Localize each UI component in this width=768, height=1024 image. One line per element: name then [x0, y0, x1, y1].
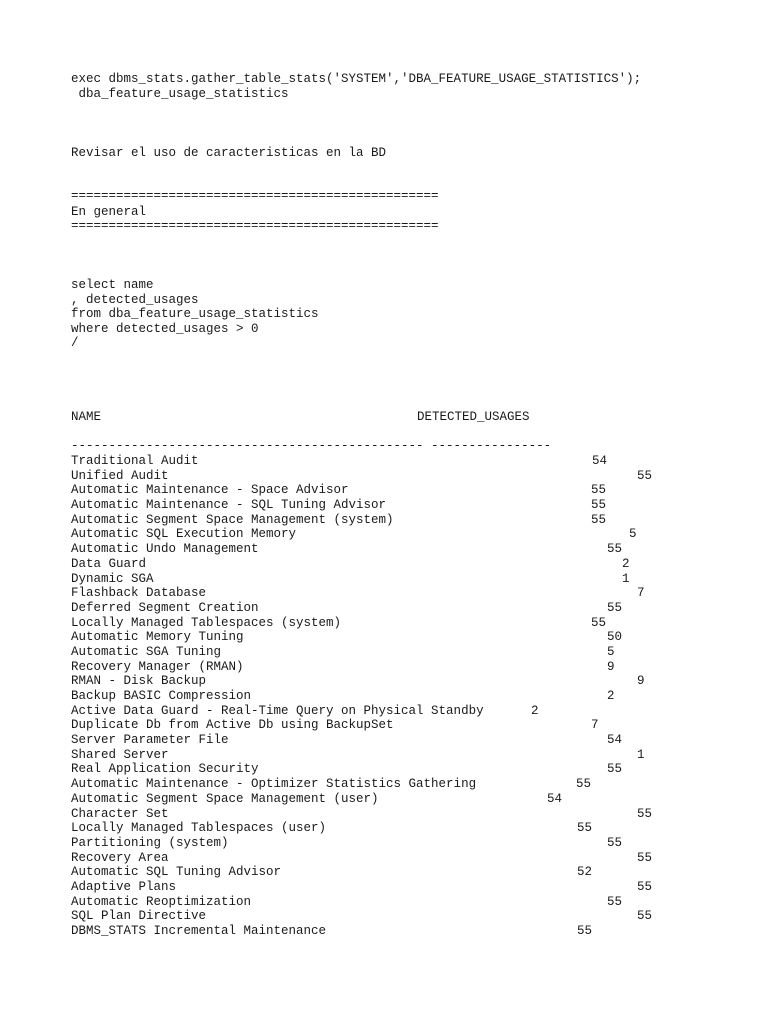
query-line-from: from dba_feature_usage_statistics: [71, 307, 319, 321]
result-rows: [71, 454, 691, 939]
feature-name: Automatic Segment Space Management (system): [71, 512, 394, 527]
table-row: [71, 762, 691, 777]
query-line-columns: , detected_usages: [71, 293, 199, 307]
detected-usages-value: 55: [607, 894, 623, 909]
detected-usages-value: 9: [607, 659, 615, 674]
feature-name: Dynamic SGA: [71, 571, 154, 586]
feature-name: Partitioning (system): [71, 835, 229, 850]
detected-usages-value: 2: [531, 703, 539, 718]
table-row: [71, 513, 691, 528]
table-row: [71, 469, 691, 484]
feature-name: SQL Plan Directive: [71, 909, 207, 924]
query-line-terminator: /: [71, 336, 79, 350]
table-row: [71, 542, 691, 557]
detected-usages-value: 55: [591, 615, 607, 630]
detected-usages-value: 55: [577, 924, 593, 938]
feature-name: Automatic Maintenance - SQL Tuning Advisor: [71, 498, 387, 513]
table-row: [71, 586, 691, 601]
feature-name: Real Application Security: [71, 762, 259, 777]
feature-name: Automatic SQL Execution Memory: [71, 527, 297, 542]
feature-name: Unified Audit: [71, 468, 169, 483]
detected-usages-value: 5: [607, 644, 615, 659]
table-row: [71, 851, 691, 866]
detected-usages-value: 55: [637, 850, 653, 865]
query-line-select: select name: [71, 278, 154, 292]
table-row: [71, 557, 691, 572]
detected-usages-value: 50: [607, 630, 623, 645]
query-line-where: where detected_usages > 0: [71, 322, 259, 336]
feature-name: Locally Managed Tablespaces (user): [71, 821, 327, 836]
feature-name: Automatic SGA Tuning: [71, 644, 222, 659]
table-row: [71, 630, 691, 645]
table-row: [71, 865, 691, 880]
detected-usages-value: 55: [576, 777, 592, 792]
detected-usages-value: 55: [577, 821, 593, 836]
section-rule-top: =================================================: [71, 189, 439, 203]
table-row: [71, 645, 691, 660]
table-row: [71, 821, 691, 836]
table-row: [71, 689, 691, 704]
feature-name: Active Data Guard - Real-Time Query on Physical Standby: [71, 703, 484, 718]
feature-name: Automatic SQL Tuning Advisor: [71, 865, 282, 880]
feature-name: Automatic Segment Space Management (user): [71, 791, 379, 806]
gather-stats-command: exec dbms_stats.gather_table_stats('SYSTEM','DBA_FEATURE_USAGE_STATISTICS');: [71, 72, 642, 86]
detected-usages-value: 7: [637, 586, 645, 601]
result-separator: ----------------------------------------------- ----------------: [71, 439, 552, 453]
feature-name: Backup BASIC Compression: [71, 689, 252, 703]
feature-name: Traditional Audit: [71, 454, 199, 468]
detected-usages-value: 54: [607, 733, 623, 748]
detected-usages-value: 7: [591, 718, 599, 733]
detected-usages-value: 55: [637, 909, 653, 924]
feature-name: Automatic Undo Management: [71, 542, 259, 557]
feature-name: Automatic Reoptimization: [71, 894, 252, 909]
table-row: [71, 836, 691, 851]
section-title: En general: [71, 205, 147, 219]
feature-name: Locally Managed Tablespaces (system): [71, 615, 342, 630]
table-row: [71, 616, 691, 631]
table-row: [71, 895, 691, 910]
feature-name: Shared Server: [71, 747, 169, 762]
detected-usages-value: 55: [591, 498, 607, 513]
detected-usages-value: 52: [577, 865, 593, 880]
detected-usages-value: 54: [547, 791, 563, 806]
detected-usages-value: 2: [607, 689, 615, 703]
feature-name: Automatic Maintenance - Space Advisor: [71, 483, 349, 498]
feature-name: Server Parameter File: [71, 733, 229, 748]
feature-name: Recovery Manager (RMAN): [71, 659, 244, 674]
table-row: [71, 454, 691, 469]
detected-usages-value: 55: [607, 762, 623, 777]
detected-usages-value: 55: [637, 468, 653, 483]
result-header-usages: DETECTED_USAGES: [417, 410, 530, 424]
table-row: [71, 880, 691, 895]
feature-name: Automatic Maintenance - Optimizer Statistics Gathering: [71, 777, 477, 792]
view-name-line: dba_feature_usage_statistics: [71, 87, 289, 101]
document-heading: Revisar el uso de caracteristicas en la BD: [71, 146, 387, 160]
table-row: [71, 572, 691, 587]
feature-name: Duplicate Db from Active Db using BackupSet: [71, 718, 394, 733]
detected-usages-value: 55: [591, 483, 607, 498]
table-row: [71, 924, 691, 939]
table-row: [71, 777, 691, 792]
feature-name: DBMS_STATS Incremental Maintenance: [71, 924, 327, 938]
table-row: [71, 748, 691, 763]
table-row: [71, 792, 691, 807]
feature-name: RMAN - Disk Backup: [71, 674, 207, 689]
detected-usages-value: 5: [629, 527, 637, 542]
detected-usages-value: 1: [622, 571, 630, 586]
feature-name: Adaptive Plans: [71, 879, 177, 894]
detected-usages-value: 55: [637, 806, 653, 821]
detected-usages-value: 55: [607, 600, 623, 615]
table-row: [71, 674, 691, 689]
table-row: [71, 483, 691, 498]
table-row: [71, 909, 691, 924]
feature-name: Automatic Memory Tuning: [71, 630, 244, 645]
table-row: [71, 718, 691, 733]
table-row: [71, 660, 691, 675]
detected-usages-value: 55: [607, 542, 623, 557]
detected-usages-value: 55: [637, 879, 653, 894]
feature-name: Data Guard: [71, 556, 147, 571]
feature-name: Character Set: [71, 806, 169, 821]
section-rule-bottom: =================================================: [71, 219, 439, 233]
table-row: [71, 498, 691, 513]
table-row: [71, 733, 691, 748]
detected-usages-value: 55: [591, 512, 607, 527]
feature-name: Deferred Segment Creation: [71, 600, 259, 615]
table-row: [71, 601, 691, 616]
table-row: [71, 807, 691, 822]
table-row: [71, 704, 691, 719]
detected-usages-value: 55: [607, 835, 623, 850]
table-row: [71, 527, 691, 542]
detected-usages-value: 1: [637, 747, 645, 762]
feature-name: Flashback Database: [71, 586, 207, 601]
result-header-name: NAME: [71, 410, 102, 424]
detected-usages-value: 54: [592, 454, 608, 468]
detected-usages-value: 2: [622, 556, 630, 571]
detected-usages-value: 9: [637, 674, 645, 689]
feature-name: Recovery Area: [71, 850, 169, 865]
